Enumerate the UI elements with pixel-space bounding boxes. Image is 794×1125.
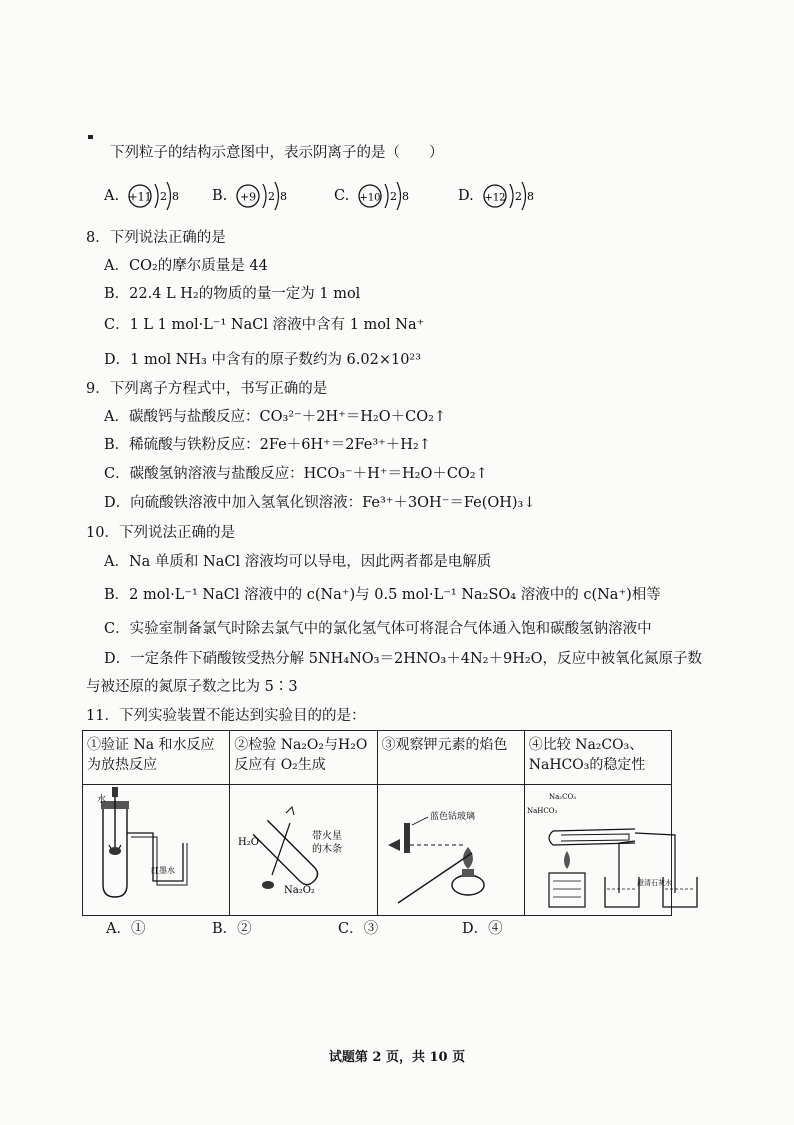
- q9-option-b[interactable]: B．稀硫酸与铁粉反应：2Fe＋6H⁺＝2Fe³⁺＋H₂↑: [104, 437, 431, 453]
- svg-text:+9: +9: [240, 190, 257, 204]
- q9-option-a[interactable]: A．碳酸钙与盐酸反应：CO₃²⁻＋2H⁺＝H₂O＋CO₂↑: [104, 409, 447, 425]
- page-footer: 试题第 2 页，共 10 页: [328, 1050, 466, 1065]
- q11-option-a[interactable]: A．①: [106, 921, 146, 937]
- experiment-3-header: ③观察钾元素的焰色: [377, 731, 524, 785]
- svg-text:水: 水: [97, 795, 107, 806]
- svg-text:2: 2: [390, 190, 398, 203]
- svg-text:+12: +12: [484, 192, 506, 204]
- svg-text:红墨水: 红墨水: [151, 866, 175, 876]
- q11-option-b[interactable]: B．②: [212, 921, 252, 937]
- svg-text:Na₂O₂: Na₂O₂: [284, 885, 316, 897]
- q10-option-a[interactable]: A．Na 单质和 NaCl 溶液均可以导电，因此两者都是电解质: [104, 554, 492, 570]
- atom-structure-diagram: [125, 176, 185, 216]
- q8-option-d[interactable]: D．1 mol NH₃ 中含有的原子数约为 6.02×10²³: [104, 352, 422, 368]
- na2o2-test-tube-diagram: [230, 785, 370, 913]
- q8-stem: 8．下列说法正确的是: [86, 230, 226, 246]
- experiment-4-apparatus: [524, 785, 671, 916]
- q7-option-b[interactable]: B. +9 2 8: [212, 176, 293, 216]
- svg-text:8: 8: [280, 190, 288, 203]
- test-tube-apparatus-diagram: [83, 785, 203, 913]
- experiment-1-apparatus: [83, 785, 230, 916]
- q7-option-a[interactable]: A. +11 2 8: [104, 176, 185, 216]
- q10-option-c[interactable]: C．实验室制备氯气时除去氯气中的氯化氢气体可将混合气体通入饱和碳酸氢钠溶液中: [104, 621, 652, 637]
- svg-text:8: 8: [402, 190, 410, 203]
- svg-text:+11: +11: [128, 190, 152, 204]
- svg-text:澄清石灰水: 澄清石灰水: [636, 879, 672, 888]
- experiment-4-header: ④比较 Na₂CO₃、NaHCO₃的稳定性: [524, 731, 671, 785]
- svg-text:2: 2: [268, 190, 276, 203]
- svg-text:的木条: 的木条: [312, 844, 343, 856]
- q11-option-d[interactable]: D．④: [462, 921, 503, 937]
- experiment-3-apparatus: [377, 785, 524, 916]
- q10-option-d[interactable]: D．一定条件下硝酸铵受热分解 5NH₄NO₃＝2HNO₃＋4N₂＋9H₂O，反应中被氧化氮原子数: [104, 651, 703, 667]
- experiment-2-apparatus: [230, 785, 377, 916]
- scan-mark: [88, 135, 93, 139]
- q7-option-c[interactable]: C. +10 2 8: [334, 176, 415, 216]
- tube-in-tube-heating-diagram: [525, 785, 725, 913]
- q8-option-c[interactable]: C．1 L 1 mol·L⁻¹ NaCl 溶液中含有 1 mol Na⁺: [104, 317, 425, 333]
- q9-option-c[interactable]: C．碳酸氢钠溶液与盐酸反应：HCO₃⁻＋H⁺＝H₂O＋CO₂↑: [104, 466, 488, 482]
- atom-structure-diagram: [233, 176, 293, 216]
- atom-structure-diagram: [355, 176, 415, 216]
- svg-text:2: 2: [160, 190, 168, 203]
- q7-stem: 下列粒子的结构示意图中，表示阴离子的是（ ）: [110, 145, 444, 161]
- svg-text:2: 2: [514, 190, 522, 203]
- flame-test-diagram: [378, 785, 508, 913]
- experiment-table: [82, 730, 672, 916]
- q11-stem: 11．下列实验装置不能达到实验目的的是：: [86, 708, 366, 724]
- svg-text:蓝色钴玻璃: 蓝色钴玻璃: [429, 812, 475, 823]
- svg-text:NaHCO₃: NaHCO₃: [526, 807, 558, 816]
- svg-text:带火星: 带火星: [312, 831, 343, 843]
- q9-option-d[interactable]: D．向硫酸铁溶液中加入氢氧化钡溶液：Fe³⁺＋3OH⁻＝Fe(OH)₃↓: [104, 495, 536, 511]
- q8-option-b[interactable]: B．22.4 L H₂的物质的量一定为 1 mol: [104, 286, 361, 302]
- q10-option-b[interactable]: B．2 mol·L⁻¹ NaCl 溶液中的 c(Na⁺)与 0.5 mol·L⁻¹ Na₂SO₄ 溶液中的 c(Na⁺)相等: [104, 587, 661, 603]
- q10-option-d-continued: 与被还原的氮原子数之比为 5∶3: [86, 679, 298, 695]
- q7-option-d[interactable]: D. +12 2 8: [458, 176, 540, 216]
- svg-text:H₂O: H₂O: [238, 837, 260, 849]
- experiment-2-header: ②检验 Na₂O₂与H₂O 反应有 O₂生成: [230, 731, 377, 785]
- svg-text:+10: +10: [359, 192, 381, 204]
- q9-stem: 9．下列离子方程式中，书写正确的是: [86, 381, 328, 397]
- svg-text:8: 8: [172, 190, 180, 203]
- q10-stem: 10．下列说法正确的是: [86, 525, 235, 541]
- q8-option-a[interactable]: A．CO₂的摩尔质量是 44: [104, 258, 268, 274]
- svg-text:8: 8: [526, 190, 534, 203]
- q11-option-c[interactable]: C．③: [338, 921, 379, 937]
- experiment-1-header: ①验证 Na 和水反应为放热反应: [83, 731, 230, 785]
- svg-text:Na₂CO₃: Na₂CO₃: [548, 793, 576, 802]
- atom-structure-diagram: [480, 176, 540, 216]
